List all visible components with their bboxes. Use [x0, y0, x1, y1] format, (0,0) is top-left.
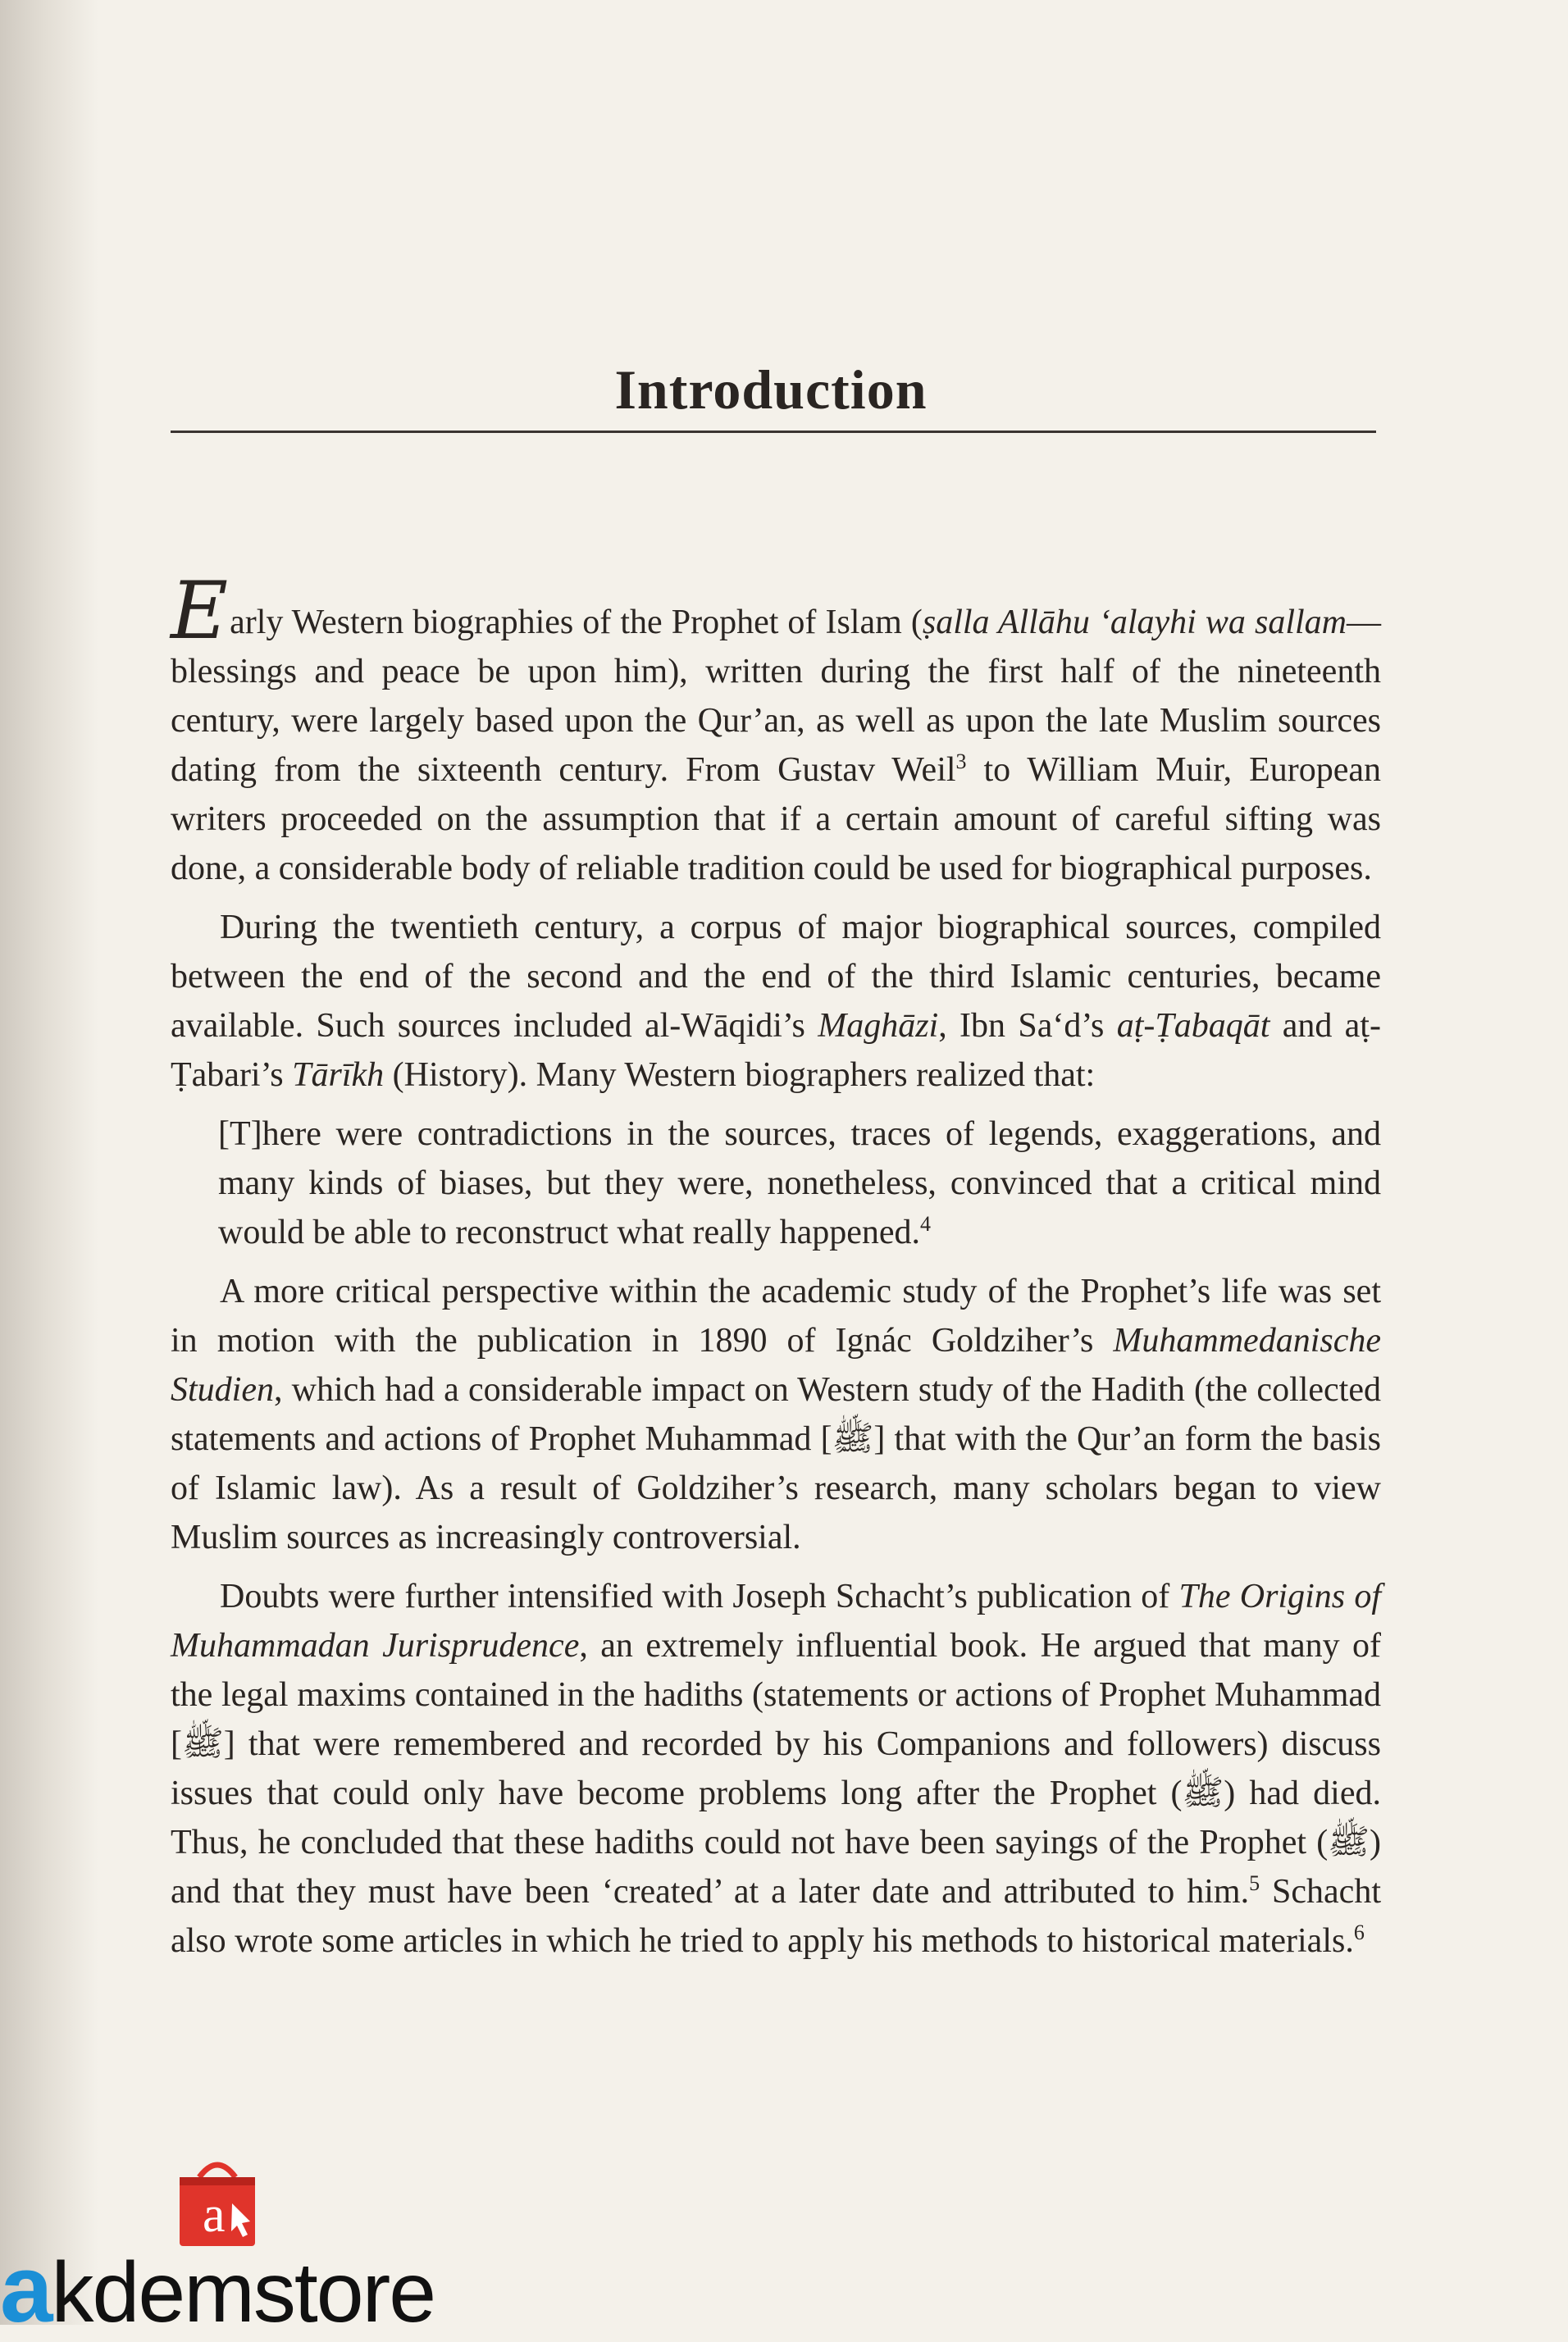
svg-text:a: a [203, 2187, 226, 2243]
paragraph: A more critical perspective within the academic study of the Prophet’s life was set in motion with the publication in 1890 of Ignác Goldziher’s Muhammedanische Studien, which had a considerable impact on Western study of the Hadith (the collected statements and actions of Prophet Muhammad [ﷺ] that with the Qur’an form the basis of Islamic law). As a result of Goldziher’s research, many scholars began to view Muslim sources as increasingly controversial. [171, 1273, 1381, 1556]
akdemstore-logo [0, 2153, 443, 2342]
body-text [171, 565, 1382, 1975]
title-rule [171, 431, 1376, 433]
block-quote: [T]here were contradictions in the sources, traces of legends, exaggerations, and many kinds of biases, but they were, nonetheless, convinced that a critical mind would be able to reconstruct what really happened.$^4$ [218, 1115, 1381, 1251]
paragraph: Doubts were further intensified with Joseph Schacht’s publication of The Origins of Muhammadan Jurisprudence, an extremely influential book. He argued that many of the legal maxims contained in the hadiths (statements or actions of Prophet Muhammad [ﷺ] that were remembered and recorded by his Companions and followers) discuss issues that could only have become problems long after the Prophet (ﷺ) had died. Thus, he concluded that these hadiths could not have been sayings of the Prophet (ﷺ) and that they must have been ‘created’ at a later date and attributed to him.$^5$ Schacht also wrote some articles in which he tried to apply his methods to historical materials.$^6$ [171, 1578, 1382, 1960]
paragraph: During the twentieth century, a corpus of major biographical sources, compiled between the end of the second and the end of the third Islamic centuries, became available. Such sources included al-Wāqidi’s Maghāzi, Ibn Sa‘d’s aṭ-Ṭabaqāt and aṭ-Ṭabari’s Tārīkh (History). Many Western biographers realized that: [171, 909, 1381, 1094]
page-gutter-shadow [0, 0, 98, 2325]
drop-cap: E [171, 565, 229, 657]
shopping-bag-icon [168, 2153, 267, 2251]
paragraph: Early Western biographies of the Prophet of Islam (ṣalla Allāhu ‘alayhi wa sallam—blessings and peace be upon him), written during the first half of the nineteenth century, were largely based upon the Qur’an, as well as upon the late Muslim sources dating from the sixteenth century. From Gustav Weil$^3$ to William Muir, European writers proceeded on the assumption that if a certain amount of careful sifting was done, a considerable body of reliable tradition could be used for biographical purposes. [171, 565, 1381, 887]
logo-wordmark: akdemstore [0, 2235, 435, 2342]
page-title: Introduction [614, 358, 928, 421]
